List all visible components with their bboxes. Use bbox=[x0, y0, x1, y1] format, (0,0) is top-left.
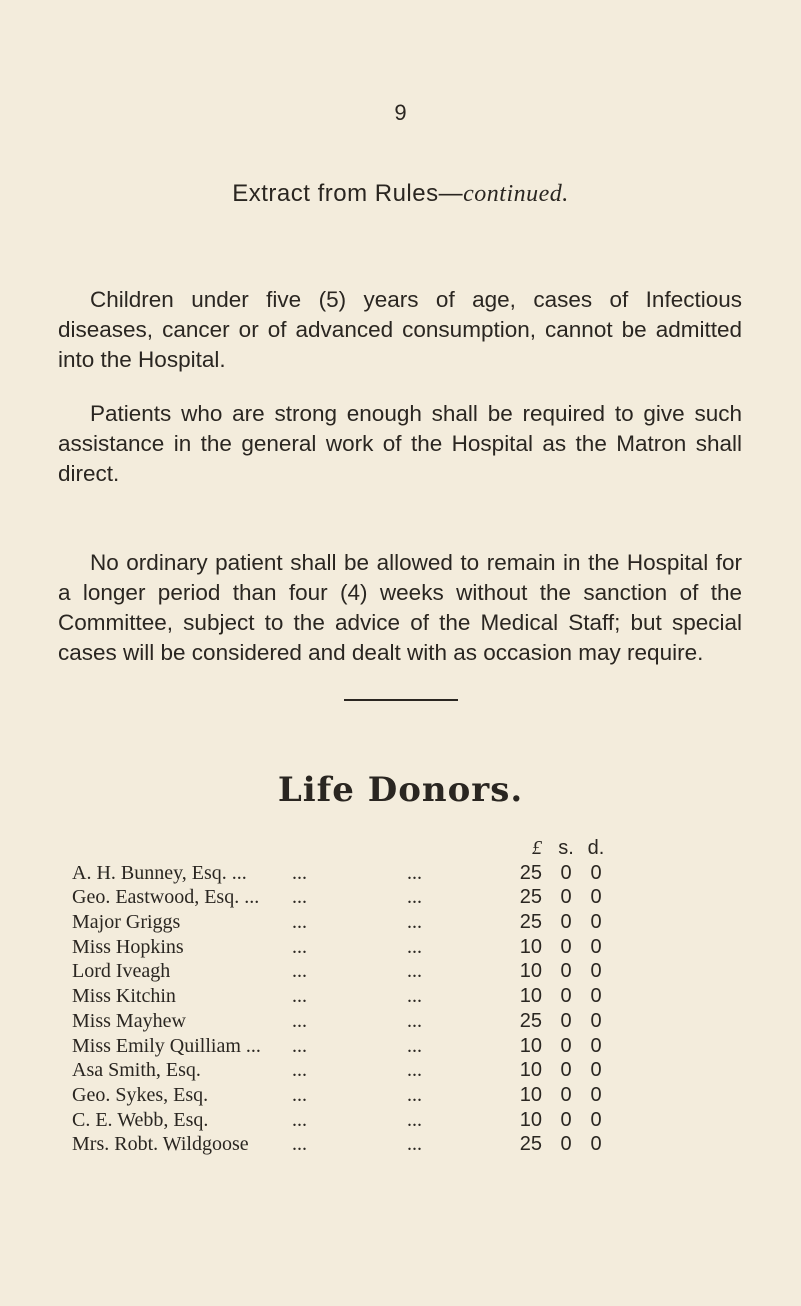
donor-pence: 0 bbox=[590, 985, 602, 1008]
leader-dots: ... bbox=[407, 886, 422, 909]
donor-name: Geo. Eastwood, Esq. ... bbox=[72, 886, 260, 909]
donor-shillings: 0 bbox=[560, 1059, 572, 1082]
donor-pounds: 25 bbox=[519, 886, 542, 909]
shillings-column-header: s. bbox=[558, 837, 574, 859]
donor-pence: 0 bbox=[590, 1034, 602, 1057]
donor-name: Miss Hopkins bbox=[72, 935, 184, 958]
donor-pence: 0 bbox=[590, 861, 602, 884]
donors-table bbox=[72, 837, 652, 1158]
donor-row bbox=[72, 886, 652, 911]
donor-name: Lord Iveagh bbox=[72, 960, 171, 983]
donor-name: Miss Kitchin bbox=[72, 985, 176, 1008]
leader-dots: ... bbox=[407, 1059, 422, 1082]
donor-shillings: 0 bbox=[560, 985, 572, 1008]
donor-row bbox=[72, 1084, 652, 1109]
pounds-column-header: £ bbox=[532, 837, 542, 859]
donor-name: Mrs. Robt. Wildgoose bbox=[72, 1133, 249, 1156]
section-heading bbox=[0, 180, 801, 208]
donor-shillings: 0 bbox=[560, 1133, 572, 1156]
donor-name: Miss Mayhew bbox=[72, 1009, 186, 1032]
donor-name: Asa Smith, Esq. bbox=[72, 1059, 201, 1082]
leader-dots: ... bbox=[292, 911, 307, 934]
donor-pounds: 10 bbox=[519, 960, 542, 983]
leader-dots: ... bbox=[292, 985, 307, 1008]
page-number: 9 bbox=[394, 100, 407, 125]
donor-shillings: 0 bbox=[560, 960, 572, 983]
donor-pounds: 25 bbox=[519, 1009, 542, 1032]
donor-pence: 0 bbox=[590, 886, 602, 909]
donor-shillings: 0 bbox=[560, 861, 572, 884]
donor-pence: 0 bbox=[590, 911, 602, 934]
leader-dots: ... bbox=[292, 861, 307, 884]
donor-rows bbox=[72, 862, 652, 1158]
donor-shillings: 0 bbox=[560, 1034, 572, 1057]
donor-row bbox=[72, 1010, 652, 1035]
leader-dots: ... bbox=[407, 911, 422, 934]
donor-name: Major Griggs bbox=[72, 911, 181, 934]
rule-paragraph-assistance: Patients who are strong enough shall be required to give such assistance in the general work of the Hospital as the Matron shall direct. bbox=[58, 401, 742, 486]
donor-name: A. H. Bunney, Esq. ... bbox=[72, 861, 247, 884]
heading-dash: — bbox=[438, 180, 464, 207]
donor-pence: 0 bbox=[590, 1108, 602, 1131]
donor-pounds: 10 bbox=[519, 1034, 542, 1057]
leader-dots: ... bbox=[292, 1034, 307, 1057]
divider-rule bbox=[344, 699, 458, 701]
donor-row bbox=[72, 1109, 652, 1134]
donor-row bbox=[72, 960, 652, 985]
donor-shillings: 0 bbox=[560, 1009, 572, 1032]
donor-pounds: 25 bbox=[519, 911, 542, 934]
donor-name: C. E. Webb, Esq. bbox=[72, 1108, 209, 1131]
donor-pounds: 25 bbox=[519, 861, 542, 884]
leader-dots: ... bbox=[292, 1108, 307, 1131]
leader-dots: ... bbox=[292, 1083, 307, 1106]
donor-pence: 0 bbox=[590, 1059, 602, 1082]
donor-shillings: 0 bbox=[560, 1108, 572, 1131]
leader-dots: ... bbox=[407, 1009, 422, 1032]
leader-dots: ... bbox=[407, 985, 422, 1008]
donor-pounds: 25 bbox=[519, 1133, 542, 1156]
donor-pence: 0 bbox=[590, 960, 602, 983]
donor-pounds: 10 bbox=[519, 1083, 542, 1106]
donor-row bbox=[72, 1035, 652, 1060]
donor-pence: 0 bbox=[590, 1083, 602, 1106]
donors-title: Life Donors. bbox=[277, 770, 524, 810]
leader-dots: ... bbox=[407, 1133, 422, 1156]
donor-pounds: 10 bbox=[519, 1108, 542, 1131]
leader-dots: ... bbox=[292, 1009, 307, 1032]
leader-dots: ... bbox=[292, 886, 307, 909]
donor-row bbox=[72, 936, 652, 961]
leader-dots: ... bbox=[292, 1059, 307, 1082]
leader-dots: ... bbox=[407, 935, 422, 958]
leader-dots: ... bbox=[292, 935, 307, 958]
donor-row bbox=[72, 1133, 652, 1158]
leader-dots: ... bbox=[407, 861, 422, 884]
donor-pounds: 10 bbox=[519, 935, 542, 958]
leader-dots: ... bbox=[407, 1034, 422, 1057]
donor-shillings: 0 bbox=[560, 935, 572, 958]
rule-paragraph-age: Children under five (5) years of age, cases of Infectious diseases, cancer or of advanced consumption, cannot be admitted into the Hospital. bbox=[58, 287, 742, 372]
heading-main: Extract from Rules bbox=[232, 180, 439, 207]
donor-pence: 0 bbox=[590, 1009, 602, 1032]
leader-dots: ... bbox=[407, 960, 422, 983]
heading-continued: continued. bbox=[463, 181, 569, 207]
donor-pounds: 10 bbox=[519, 985, 542, 1008]
leader-dots: ... bbox=[407, 1108, 422, 1131]
rule-paragraph-duration: No ordinary patient shall be allowed to remain in the Hospital for a longer period than four (4) weeks without the sanction of the Committee, subject to the advice of the Medical Staff; but special cases will be considered and dealt with as occasion may require. bbox=[58, 550, 742, 665]
donor-row bbox=[72, 985, 652, 1010]
donor-row bbox=[72, 911, 652, 936]
donor-name: Miss Emily Quilliam ... bbox=[72, 1034, 261, 1057]
donor-pence: 0 bbox=[590, 935, 602, 958]
leader-dots: ... bbox=[407, 1083, 422, 1106]
pence-column-header: d. bbox=[587, 837, 605, 859]
donor-row bbox=[72, 862, 652, 887]
donors-header-row bbox=[72, 837, 652, 862]
donor-pence: 0 bbox=[590, 1133, 602, 1156]
donor-shillings: 0 bbox=[560, 886, 572, 909]
donor-shillings: 0 bbox=[560, 911, 572, 934]
leader-dots: ... bbox=[292, 1133, 307, 1156]
donor-pounds: 10 bbox=[519, 1059, 542, 1082]
donor-name: Geo. Sykes, Esq. bbox=[72, 1083, 209, 1106]
donor-row bbox=[72, 1059, 652, 1084]
donor-shillings: 0 bbox=[560, 1083, 572, 1106]
leader-dots: ... bbox=[292, 960, 307, 983]
